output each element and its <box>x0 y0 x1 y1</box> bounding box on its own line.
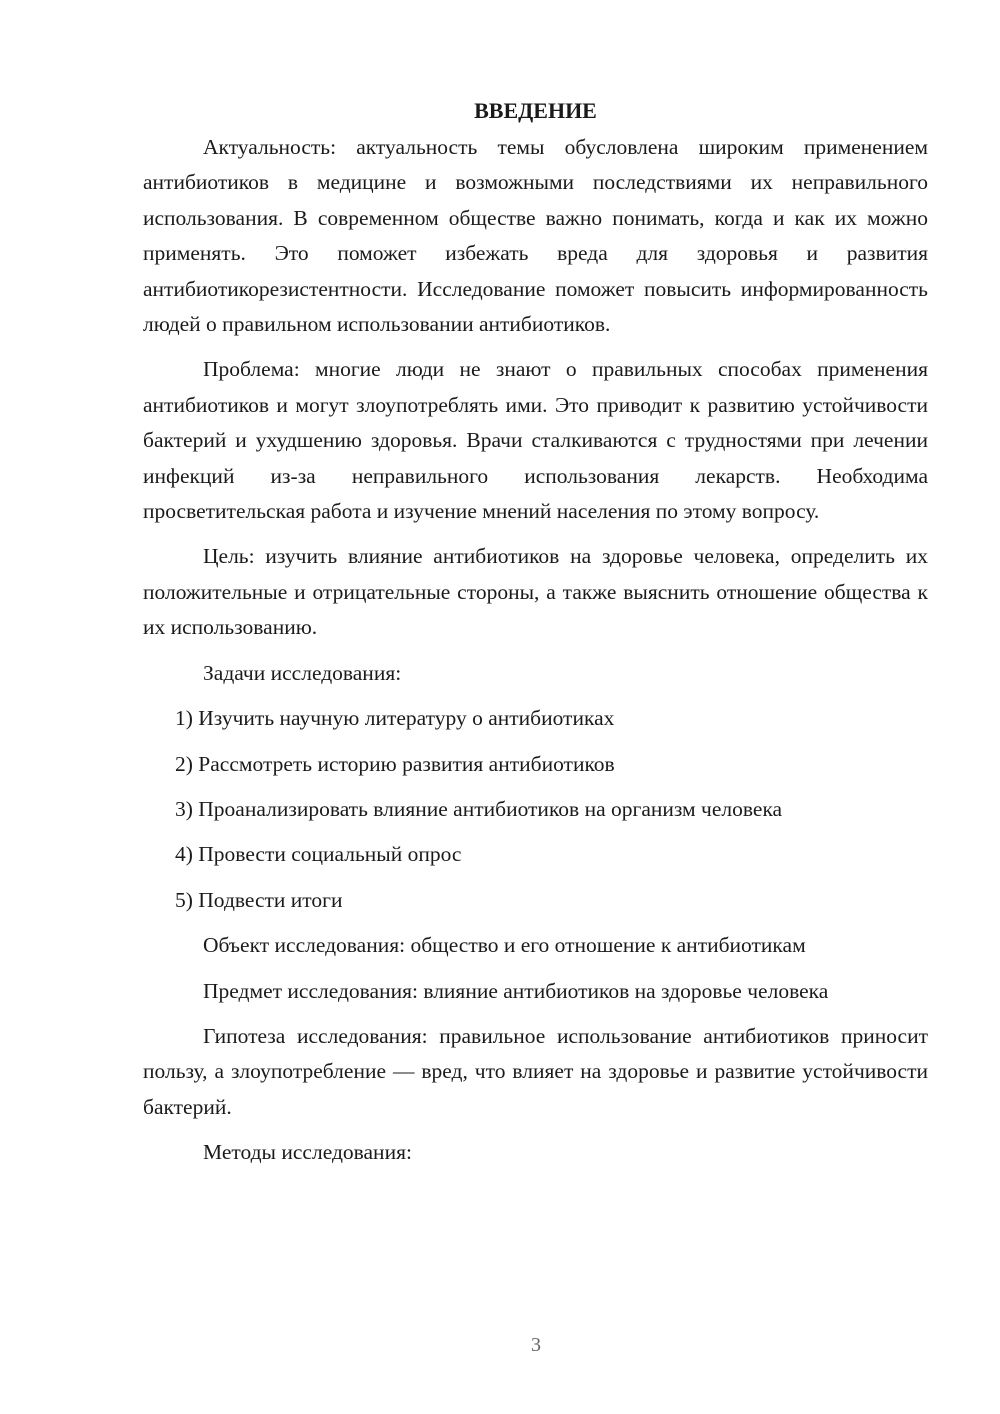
document-page <box>143 96 928 1181</box>
task-item-1: 1) Изучить научную литературу о антибиотиках <box>175 706 615 731</box>
task-item-4: 4) Провести социальный опрос <box>175 842 462 867</box>
paragraph-object: Объект исследования: общество и его отношение к антибиотикам <box>203 933 806 958</box>
paragraph-methods: Методы исследования: <box>203 1140 412 1165</box>
task-item-3: 3) Проанализировать влияние антибиотиков на организм человека <box>175 796 783 821</box>
task-item-5: 5) Подвести итоги <box>175 887 343 912</box>
paragraph-goal: Цель: изучить влияние антибиотиков на здоровье человека, определить их положительные и отрицательные стороны, а также выяснить отношение общества к их использованию. <box>143 544 928 640</box>
paragraph-subject: Предмет исследования: влияние антибиотиков на здоровье человека <box>203 978 829 1003</box>
paragraph-problem: Проблема: многие люди не знают о правильных способах применения антибиотиков и могут злоупотреблять ими. Это приводит к развитию устойчивости бактерий и ухудшению здоровья. Врачи сталкиваются с трудностями при лечении инфекций из-за неправильного использования лекарств. Необходима просветительская работа и изучение мнений населения по этому вопросу. <box>143 357 928 524</box>
page-number: 3 <box>531 1334 541 1356</box>
task-item-2: 2) Рассмотреть историю развития антибиотиков <box>175 751 615 776</box>
paragraph-relevance: Актуальность: актуальность темы обусловлена широким применением антибиотиков в медицине и возможными последствиями их неправильного использования. В современном обществе важно понимать, когда и как их можно применять. Это поможет избежать вреда для здоровья и развития антибиотикорезистентности. Исследование поможет повысить информированность людей о правильном использовании антибиотиков. <box>143 135 928 337</box>
section-title: ВВЕДЕНИЕ <box>474 98 597 123</box>
paragraph-hypothesis: Гипотеза исследования: правильное использование антибиотиков приносит пользу, а злоупотребление — вред, что влияет на здоровье и развитие устойчивости бактерий. <box>143 1023 928 1119</box>
tasks-heading: Задачи исследования: <box>203 660 402 685</box>
